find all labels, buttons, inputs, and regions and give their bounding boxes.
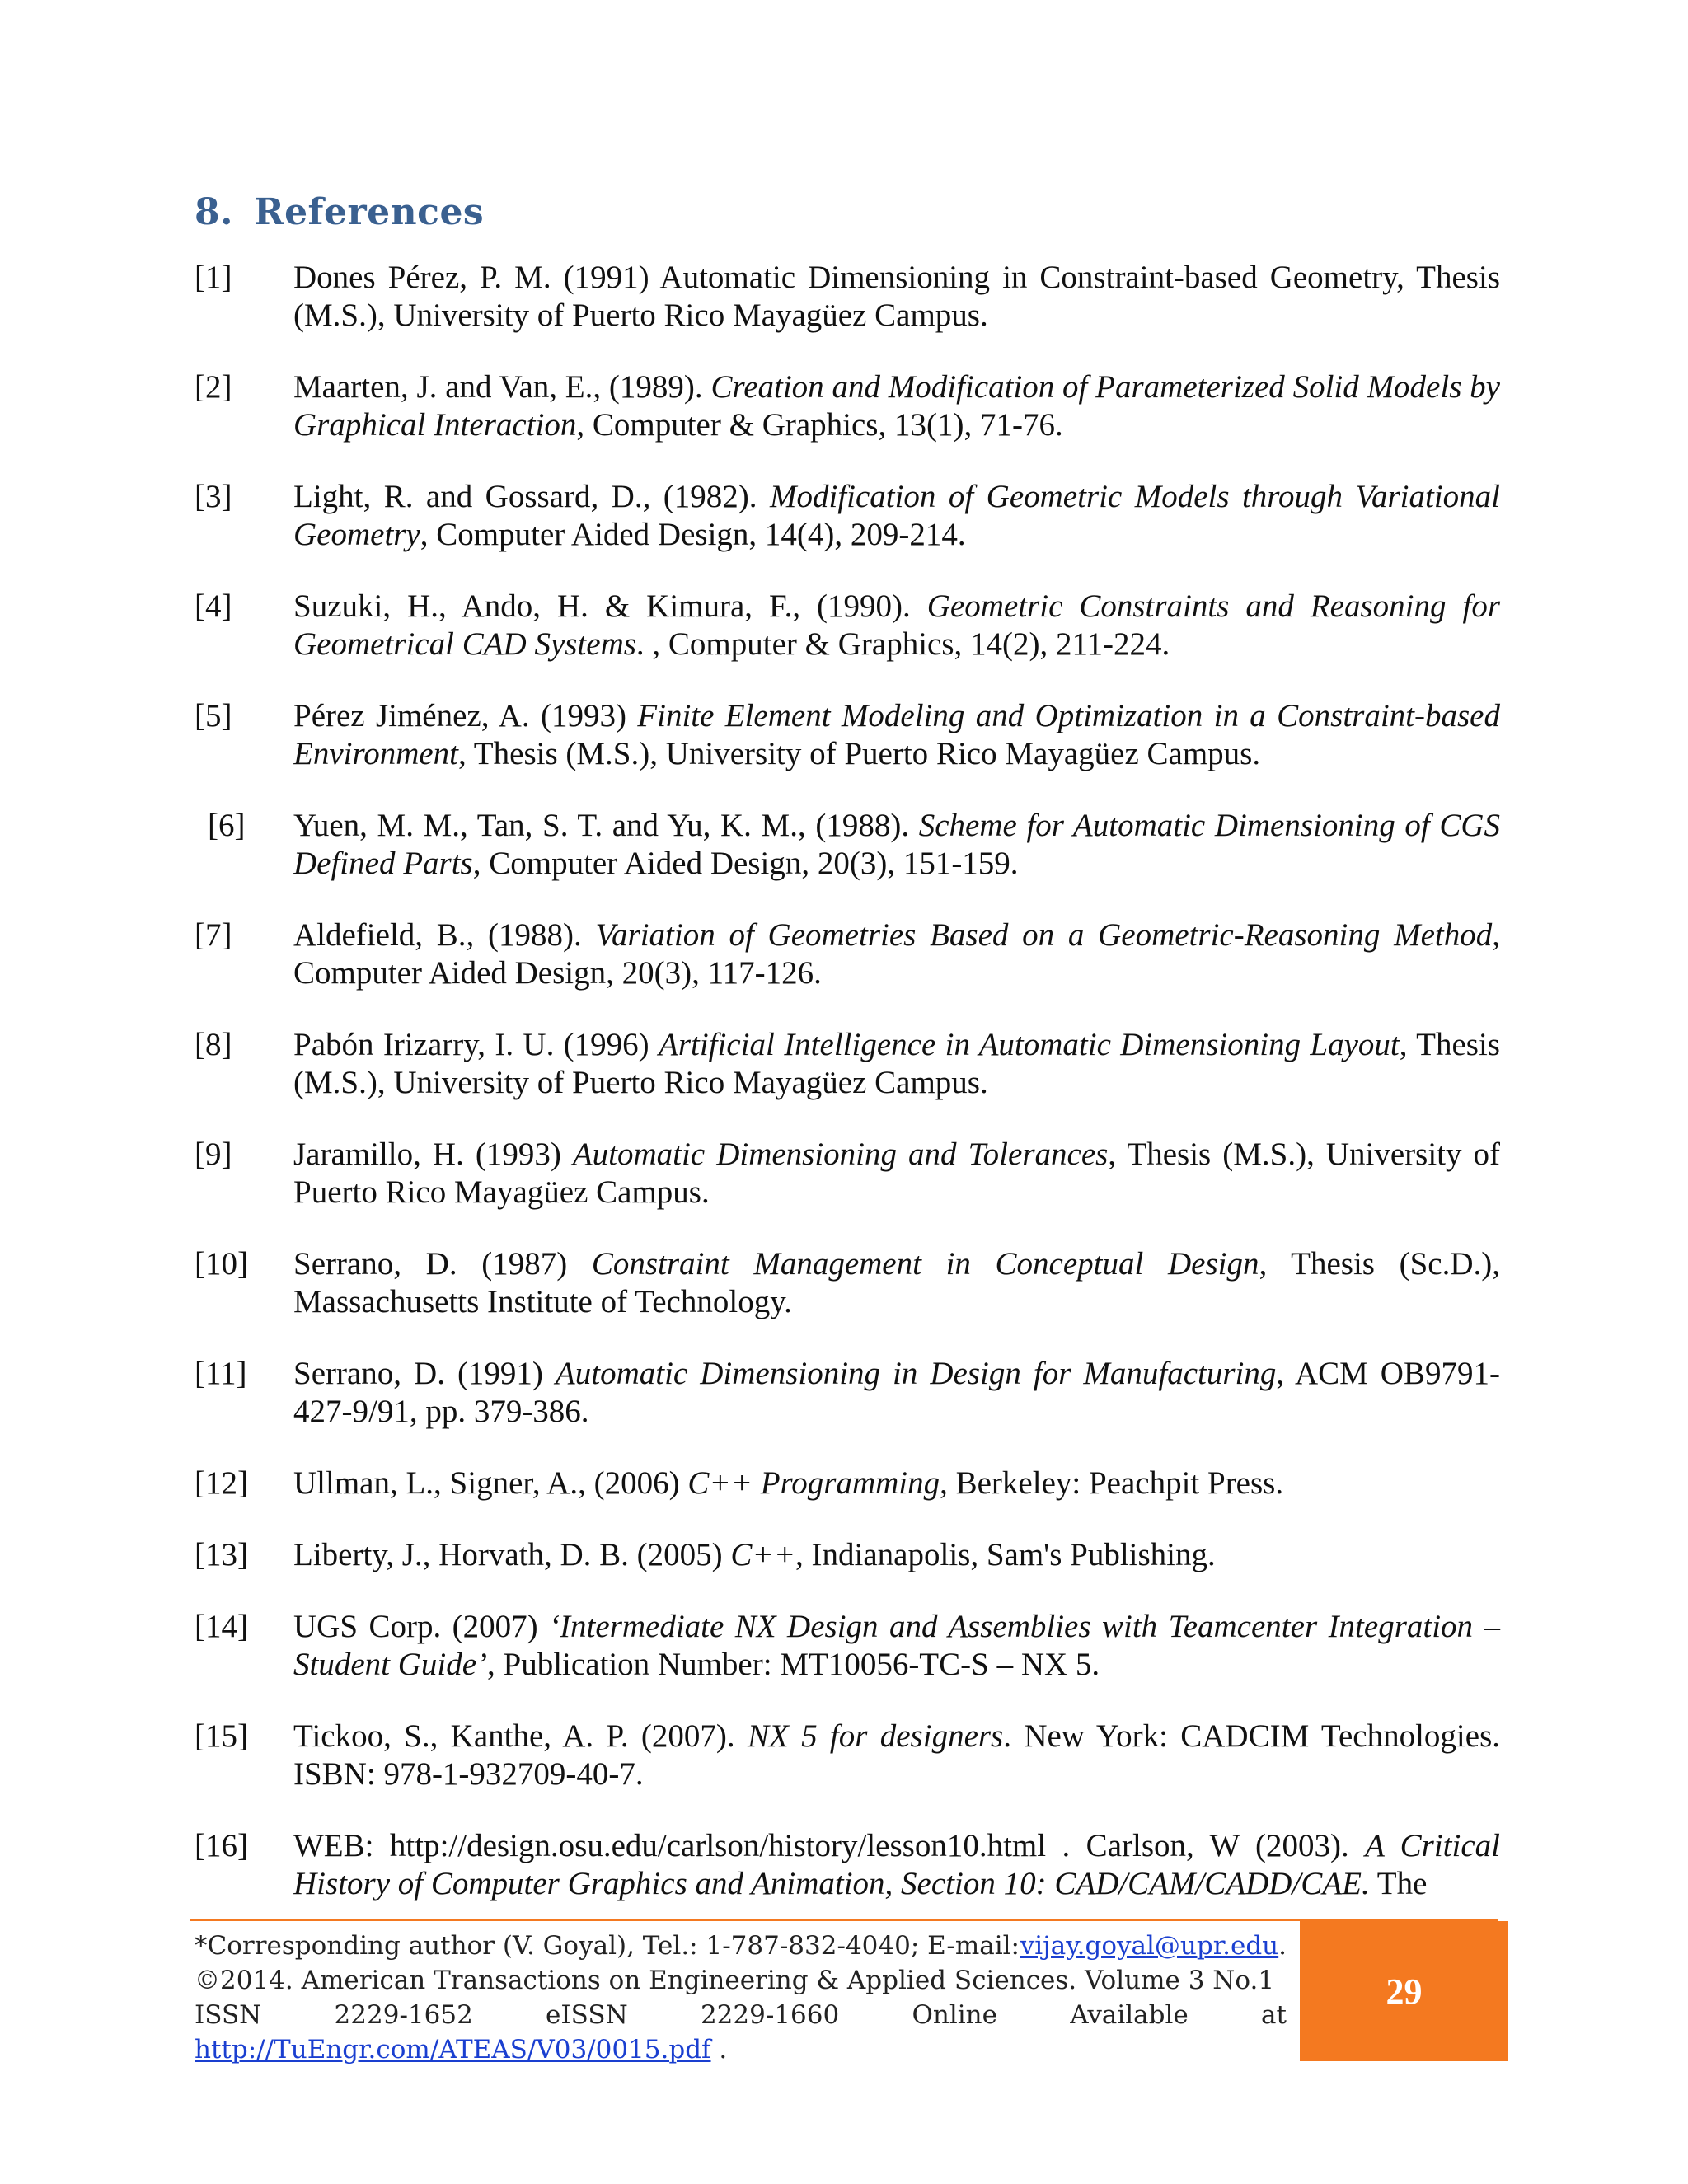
footer-row-copyright [195,1963,1287,1998]
reference-fragment: , Computer & Graphics, 13(1), 71-76. [576,407,1063,443]
issn-label: ISSN [195,2000,262,2030]
reference-item [195,1718,1500,1793]
page-number: 29 [1386,1971,1423,2012]
reference-fragment: WEB: http://design.osu.edu/carlson/history/lesson10.html . Carlson, W (2003). [293,1828,1366,1863]
reference-fragment: . New York: CADCIM Technologies. ISBN: 978-1-932709-40-7. [293,1718,1501,1792]
reference-text [293,479,1500,552]
reference-fragment: , ACM OB9791-427-9/91, pp. 379-386. [293,1356,1500,1429]
reference-text [293,1465,1283,1501]
reference-label: [8] [195,1027,232,1062]
reference-item [195,1245,1500,1321]
reference-text [293,1137,1500,1210]
reference-fragment: Pabón Irizarry, I. U. (1996) [293,1027,659,1062]
reference-fragment: Ullman, L., Signer, A., (2006) [293,1465,688,1501]
reference-label: [7] [195,917,232,953]
reference-label: [2] [195,369,232,405]
author-email-link[interactable]: vijay.goyal@upr.edu [1020,1931,1279,1961]
footer-text [195,1929,1287,2067]
reference-title: Scheme for Automatic Dimensioning of CGS Defined Parts [293,808,1500,881]
reference-fragment: , Computer Aided Design, 14(4), 209-214. [420,517,966,552]
reference-text [293,1828,1500,1901]
reference-fragment: The [1369,1866,1428,1901]
url-period: . [710,2035,728,2064]
reference-fragment: . , Computer & Graphics, 14(2), 211-224. [635,626,1170,662]
reference-fragment: Dones Pérez, P. M. (1991) Automatic Dimensioning in Constraint-based Geometry, Thesis (M.S.), University of Puerto Rico Mayagüez Campus. [293,260,1500,333]
reference-item [195,1827,1500,1903]
reference-text [293,1609,1500,1682]
reference-fragment: , Indianapolis, Sam's Publishing. [795,1537,1216,1572]
at-label: at [1260,2000,1287,2030]
reference-label: [16] [195,1828,248,1863]
eissn-label: eISSN [546,2000,628,2030]
reference-label: [1] [195,260,232,295]
reference-title: Artificial Intelligence in Automatic Dimensioning Layout [659,1027,1400,1062]
reference-title: C++ Programming [687,1465,940,1501]
reference-list [195,259,1500,1937]
reference-text [293,698,1500,771]
reference-title: Variation of Geometries Based on a Geometric-Reasoning Method [595,917,1493,953]
reference-title: Automatic Dimensioning in Design for Manufacturing [555,1356,1277,1391]
reference-item [195,916,1500,992]
reference-fragment: Serrano, D. (1987) [293,1246,592,1282]
available-label: Available [1070,2000,1189,2030]
reference-title: A Critical History of Computer Graphics and Animation, Section 10: CAD/CAM/CADD/CAE. [293,1828,1500,1901]
issn-number: 2229-1652 [334,2000,473,2030]
reference-label: [9] [195,1137,232,1172]
reference-fragment: Jaramillo, H. (1993) [293,1137,573,1172]
reference-label: [6] [208,808,246,843]
reference-item [195,697,1500,773]
reference-text [293,917,1500,991]
reference-text [293,808,1500,881]
corresponding-author: *Corresponding author (V. Goyal), Tel.: 1-787-832-4040; E-mail: [195,1931,1020,1961]
copyright-notice: ©2014. American Transactions on Engineering & Applied Sciences. Volume 3 No.1 [195,1966,1275,1995]
reference-item [195,259,1500,335]
reference-fragment: , Berkeley: Peachpit Press. [940,1465,1284,1501]
reference-item [195,1355,1500,1431]
reference-fragment: Aldefield, B., (1988). [293,917,596,953]
section-number: 8. [195,191,233,233]
reference-fragment: Maarten, J. and Van, E., (1989). [293,369,711,405]
reference-fragment: , Thesis (M.S.), University of Puerto Rico Mayagüez Campus. [458,736,1261,771]
reference-title: Automatic Dimensioning and Tolerances [572,1137,1109,1172]
reference-fragment: Suzuki, H., Ando, H. & Kimura, F., (1990). [293,588,927,624]
reference-fragment: , Computer Aided Design, 20(3), 151-159. [472,846,1019,881]
reference-text [293,260,1500,333]
reference-label: [11] [195,1356,247,1391]
reference-text [293,1246,1500,1319]
reference-label: [14] [195,1609,248,1644]
reference-label: [5] [195,698,232,733]
page-footer [195,1919,1508,2064]
reference-text [293,1356,1500,1429]
reference-fragment: Liberty, J., Horvath, D. B. (2005) [293,1537,731,1572]
reference-text [293,588,1500,662]
reference-label: [10] [195,1246,248,1282]
page-number-box [1300,1921,1508,2061]
section-heading [195,191,484,233]
reference-fragment: , Thesis (M.S.), University of Puerto Rico Mayagüez Campus. [293,1137,1501,1210]
reference-item [195,1026,1500,1102]
reference-text [293,1027,1500,1100]
reference-fragment: Pérez Jiménez, A. (1993) [293,698,638,733]
reference-title: Finite Element Modeling and Optimization in a Constraint-based Environment [293,698,1500,771]
reference-title: Modification of Geometric Models through Variational Geometry [293,479,1500,552]
reference-item [195,1136,1500,1212]
reference-fragment: , Computer Aided Design, 20(3), 117-126. [293,917,1500,991]
email-period: . [1278,1931,1287,1961]
reference-label: [13] [195,1537,248,1572]
eissn-number: 2229-1660 [700,2000,840,2030]
reference-label: [15] [195,1718,248,1754]
footer-row-url [195,2032,1287,2067]
reference-item [195,807,1500,883]
reference-item [195,1536,1500,1574]
article-url-link[interactable]: http://TuEngr.com/ATEAS/V03/0015.pdf [195,2035,711,2064]
reference-item [195,1608,1500,1684]
reference-text [293,1718,1500,1792]
reference-item [195,1465,1500,1502]
reference-fragment: Light, R. and Gossard, D., (1982). [293,479,770,514]
reference-fragment: , Thesis (M.S.), University of Puerto Rico Mayagüez Campus. [293,1027,1500,1100]
reference-item [195,368,1500,444]
reference-fragment: , Publication Number: MT10056-TC-S – NX 5. [487,1647,1100,1682]
reference-item [195,478,1500,554]
reference-label: [3] [195,479,232,514]
online-label: Online [912,2000,997,2030]
reference-title: Constraint Management in Conceptual Design [591,1246,1259,1282]
reference-fragment: UGS Corp. (2007) [293,1609,550,1644]
reference-item [195,588,1500,663]
reference-fragment: Tickoo, S., Kanthe, A. P. (2007). [293,1718,748,1754]
reference-text [293,369,1500,443]
reference-fragment: Serrano, D. (1991) [293,1356,556,1391]
reference-title: C++ [730,1537,796,1572]
reference-title: Creation and Modification of Parameterized Solid Models by Graphical Interaction [293,369,1500,443]
reference-label: [12] [195,1465,248,1501]
reference-fragment: Yuen, M. M., Tan, S. T. and Yu, K. M., (1988). [293,808,919,843]
reference-fragment: , Thesis (Sc.D.), Massachusetts Institute of Technology. [293,1246,1500,1319]
reference-title: NX 5 for designers [747,1718,1004,1754]
footer-row-author [195,1929,1287,1963]
reference-label: [4] [195,588,232,624]
reference-text [293,1537,1216,1572]
footer-row-issn [195,1998,1287,2032]
section-title-text: References [254,191,485,233]
reference-title: Geometric Constraints and Reasoning for Geometrical CAD Systems [293,588,1500,662]
reference-title: ‘Intermediate NX Design and Assemblies with Teamcenter Integration – Student Guide’ [293,1609,1500,1682]
